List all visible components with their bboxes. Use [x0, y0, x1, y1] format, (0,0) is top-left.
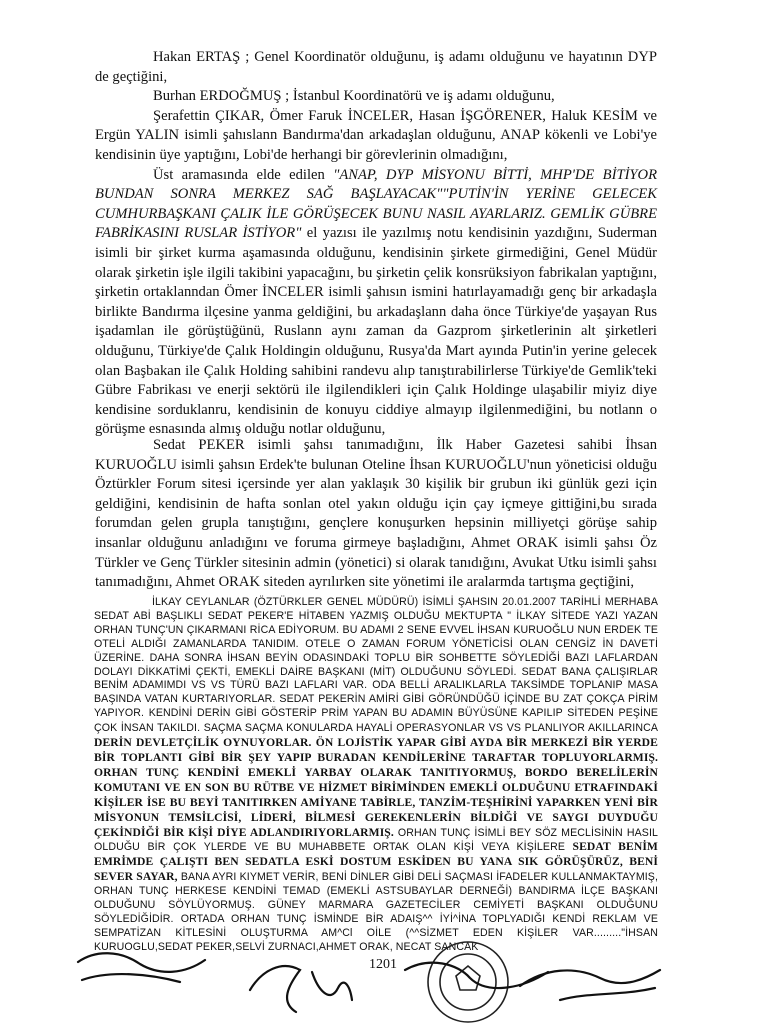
paragraph-search-note-intro: Üst aramasında elde edilen — [153, 166, 334, 183]
letter-excerpt-text — [94, 596, 658, 955]
letter-excerpt — [94, 596, 658, 955]
paragraph-bandirma-friends: Şerafettin ÇIKAR, Ömer Faruk İNCELER, Hasan İŞGÖRENER, Haluk KESİM ve Ergün YALIN isimli şahıslann Bandırma'dan arkadaşlan olduğunu, ANAP kökenli ve Lobi'ye kendisinin üye yaptığını, Lobi'de herhangi bir görevlerinin olmadığını, — [95, 107, 657, 163]
letter-excerpt-bold-1: DERİN DEVLETÇİLİK OYNUYORLAR. ÖN LOJİSTİK YAPAR GİBİ AYDA BİR MERKEZİ BİR YERDE BİR TOPLANTI GİBİ BİR ŞEY YAPIP BURADAN KENDİLERİNE TARAFTAR TOPLUYORLARMIŞ. ORHAN TUNÇ KENDİNİ EMEKLİ YARBAY OLARAK TANITIYORMUŞ, BORDO BERELİLERİN KOMUTANI VE EN SON BU RÜTBE VE HİZMET BİRİMİNDEN EMEKLİ OLDUĞUNU ETRAFINDAKİ KİŞİLER İSE BU BEYİ TANITIRKEN AMİYANE TABİRLE, TANZİM-TEŞHİRİNİ YAPARKEN YENİ BİR MİSYONUN TEMSİLCİSİ, LİDERİ, BİLMESİ GEREKENLERİN BİLDİĞİ VE SAYGI DUYDUĞU ÇEKİNDİĞİ BİR KİŞİ DİYE ADLANDIRIYORLARMIŞ. — [94, 736, 658, 839]
letter-excerpt-part-2: ORHAN TUNÇ İSİMLİ BEY SÖZ MECLİSİNİN HASIL OLDUĞU BİR ÇOK YLERDE VE BU MUHABBETE ORTAK OLAN KİŞİ VEYA KİŞİLERE — [94, 826, 658, 854]
paragraph-sedat-peker: Sedat PEKER isimli şahsı tanımadığını, İlk Haber Gazetesi sahibi İhsan KURUOĞLU isimli şahsın Erdek'te bulunan Oteline İhsan KURUOĞLU'nun yöneticisi olduğu Öztürkler Forum sitesi içersinde yer alan yaklaşık 30 kişilik bir grubun iki günlük gezi için geldiğini, kendisinin de hafta sonlan otel yakın olduğu için çay içmeye gittiğini,bu sırada forumdan gelen grupla tanıştığını, gençlere konuşurken hepsinin milliyetçi görüşe sahip insanlar olduğunu anladığını ve foruma girmeye başladığını, Ahmet ORAK isimli şahsı Öz Türkler ve Genç Türkler sitesinin admin (yönetici) si olarak tanıdığını, Avukat Utku isimli şahsı tanımadığını, Ahmet ORAK siteden ayrılırken site yönetimi ile aralarmda tartışma geçtiğini, — [95, 437, 657, 591]
letter-excerpt-part-3: BANA AYRI KIYMET VERİR, BENİ DİNLER GİBİ DELİ SAÇMASI İFADELER KULLANMAKTAYMIŞ, ORHAN TUNÇ HERKESE KENDİNİ TEMAD (EMEKLİ ASTSUBAYLAR DERNEĞİ) BANDIRMA İLÇE BAŞKANI OLDUĞUNU SÖYLÜYORMUŞ. GÜNEY MARMARA GAZETECİLER CEMİYETİ BAŞKANI OLDUĞUNU SÖYLEDİĞİDİR. ORTADA ORHAN TUNÇ İSMİNDE BİR ADAIŞ^^ İYİ^İNA TOPLYADIĞI KENDİ REKLAM VE SEMPATİZAN KİTLESİNİ OLUŞTURMA AM^Cl OİLE (^^SİZMET EDEN KİŞİLER VAR........."İHSAN KURUOGLU,SEDAT PEKER,SELVİ ZURNACI,AHMET ORAK, NECAT SANCAK — [94, 871, 659, 953]
paragraph-search-note — [95, 166, 657, 440]
paragraph-burhan-erdogmus: Burhan ERDOĞMUŞ ; İstanbul Koordinatörü ve iş adamı olduğunu, — [153, 88, 555, 105]
signatures-and-stamp — [0, 930, 768, 1024]
statement-body-second — [95, 436, 657, 593]
statement-body — [95, 48, 657, 440]
letter-excerpt-part-1: İLKAY CEYLANLAR (ÖZTÜRKLER GENEL MÜDÜRÜ) İSİMLİ ŞAHSIN 20.01.2007 TARİHLİ MERHABA SEDAT ABİ BAŞLIKLI SEDAT PEKER'E HİTABEN YAZMIŞ OLDUĞU MEKTUPTA " İLKAY SİTEDE YAZI YAZAN ORHAN TUNÇ'UN ÇIKARMANI RİCA EDİYORUM. BU ADAMI 2 SENE EVVEL İHSAN KURUOĞLU NUN ERDEK TE OTELİ ALDIĞI ZAMANLARDA TANIDIM. OTELE O ZAMAN FORUM YÖNETİCİSİ OLAN CENGİZ İN DAVETİ ÜZERİNE. DAHA SONRA İHSAN BEYİN ODASINDAKİ TOPLU BİR SOHBETTE SÖYLEDİĞİ BAZI LAFLARDAN DOLAYI DİKKATİMİ ÇEKTİ, EMEKLİ DAİRE BAŞKANI (MİT) OLDUĞUNU SÖYLEDİ. SEDAT BANA ÇALIŞIRLAR BENİM ADAMIMDI VS VS TÜRÜ BAZI LAFLARI VAR. ODA BELLİ ARALIKLARLA TAKSİMDE TOPLANIP MASA BAŞINDA VATAN KURTARIYORLAR. SEDAT PEKERİN AMİRİ GİBİ GÖRÜNDÜĞÜ İÇİNDE BU ZAT ÇOKÇA PİRİM YAPIYOR. KENDİNİ DERİN GİBİ GÖSTERİP PRİM YAPAN BU ADAMIN BÜYÜSÜNE KAPILIP SİTEDEN PEŞİNE ÇOK İNSAN TAKILDI. SAÇMA SAÇMA KONULARDA HAYALİ OPERASYONLAR VS VS PLANLIYOR AKILLARINCA — [94, 596, 658, 735]
left-signature-icon — [78, 953, 352, 1012]
handwritten-note-quote: "ANAP, DYP MİSYONU BİTTİ, MHP'DE BİTİYOR BUNDAN SONRA MERKEZ SAĞ BAŞLAYACAK""PUTİN'İN YERİNE GELECEK CUMHURBAŞKANI ÇALIK İLE GÖRÜŞECEK BUNU NASIL AYARLARIZ. GEMLİK GÜBRE FABRİKASINI RUSLAR İSTİYOR" — [95, 166, 657, 242]
letter-excerpt-bold-2: SEDAT BENİM EMRİMDE ÇALIŞTI BEN SEDATLA ESKİ DOSTUM ESKİDEN BU YANA SIK GÖRÜŞÜRÜZ, BENİ SEVER SAYAR, — [94, 840, 658, 884]
paragraph-search-note-body: el yazısı ile yazılmış notu kendisinin yazdığını, Suderman isimli bir şirket kurma aşamasında olduğunu, kendisinin şirkete girmediğini, Genel Müdür olarak şirketin işle ilgili takibini yapacağını, bu şirketin çelik konsrüksiyon fabrikalan yaptığını, şirketin ortaklanndan Ömer İNCELER isimli şahısın ismini hatırlayamadığı genç bir arkadaşla birlikte Bandırma ilçesine yanma geldiğini, bu arkadaşlann daha önce Türkiye'de yaşayan Rus işadamlan ile görüştüğünü, Ruslann aynı zaman da Gazprom şirketlerinin alt şirketleri olduğunu, Türkiye'de Çalık Holdingin olduğunu, Rusya'da Mart ayında Putin'in yerine gelecek olan Başbakan ile Çalık Holding sahibini randevu alıp tanıştırabilirlerse Türkiye'de Gemlik'teki Gübre Fabrikası ve enerji sektörü ile ilgilendikleri için Çalık Holdinge ulaşabilir miyiz diye kendisine sorduklanru, kendisinin de konuyu ciddiye almayıp ilgilenmediğini, bu notlann o görüşme esnasında almış olduğu notlar olduğunu, — [95, 225, 658, 438]
page-number: 1201 — [369, 957, 397, 972]
official-stamp-icon — [428, 942, 508, 1022]
paragraph-hakan-ertas: Hakan ERTAŞ ; Genel Koordinatör olduğunu, iş adamı olduğunu ve hayatının DYP de geçtiğini, — [95, 49, 657, 85]
